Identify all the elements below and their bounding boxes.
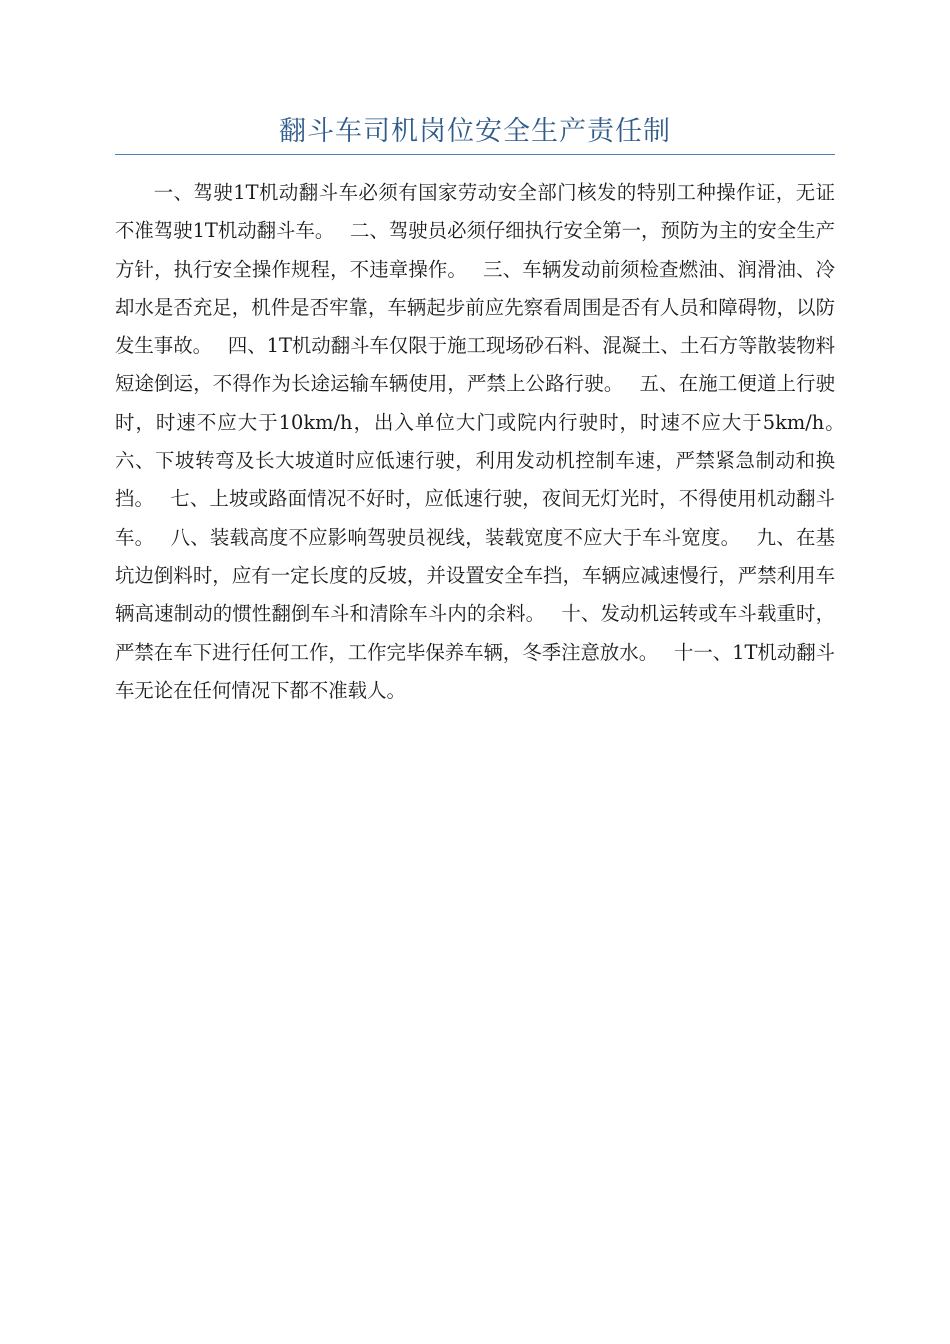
title-underline-divider bbox=[115, 154, 835, 155]
document-body-paragraph: 一、驾驶1T机动翻斗车必须有国家劳动安全部门核发的特别工种操作证，无证不准驾驶1T机动翻斗车。 二、驾驶员必须仔细执行安全第一，预防为主的安全生产方针，执行安全操作规程，不违章操作。 三、车辆发动前须检查燃油、润滑油、冷却水是否充足，机件是否牢靠，车辆起步前应先察看周围是否有人员和障碍物，以防发生事故。 四、1T机动翻斗车仅限于施工现场砂石料、混凝土、土石方等散装物料短途倒运，不得作为长途运输车辆使用，严禁上公路行驶。 五、在施工便道上行驶时，时速不应大于10km/h，出入单位大门或院内行驶时，时速不应大于5km/h。 六、下坡转弯及长大坡道时应低速行驶，利用发动机控制车速，严禁紧急制动和换挡。 七、上坡或路面情况不好时，应低速行驶，夜间无灯光时，不得使用机动翻斗车。 八、装载高度不应影响驾驶员视线，装载宽度不应大于车斗宽度。 九、在基坑边倒料时，应有一定长度的反坡，并设置安全车挡，车辆应减速慢行，严禁利用车辆高速制动的惯性翻倒车斗和清除车斗内的余料。 十、发动机运转或车斗载重时，严禁在车下进行任何工作，工作完毕保养车辆，冬季注意放水。 十一、1T机动翻斗车无论在任何情况下都不准载人。 bbox=[115, 181, 861, 702]
document-title: 翻斗车司机岗位安全生产责任制 bbox=[279, 116, 671, 147]
